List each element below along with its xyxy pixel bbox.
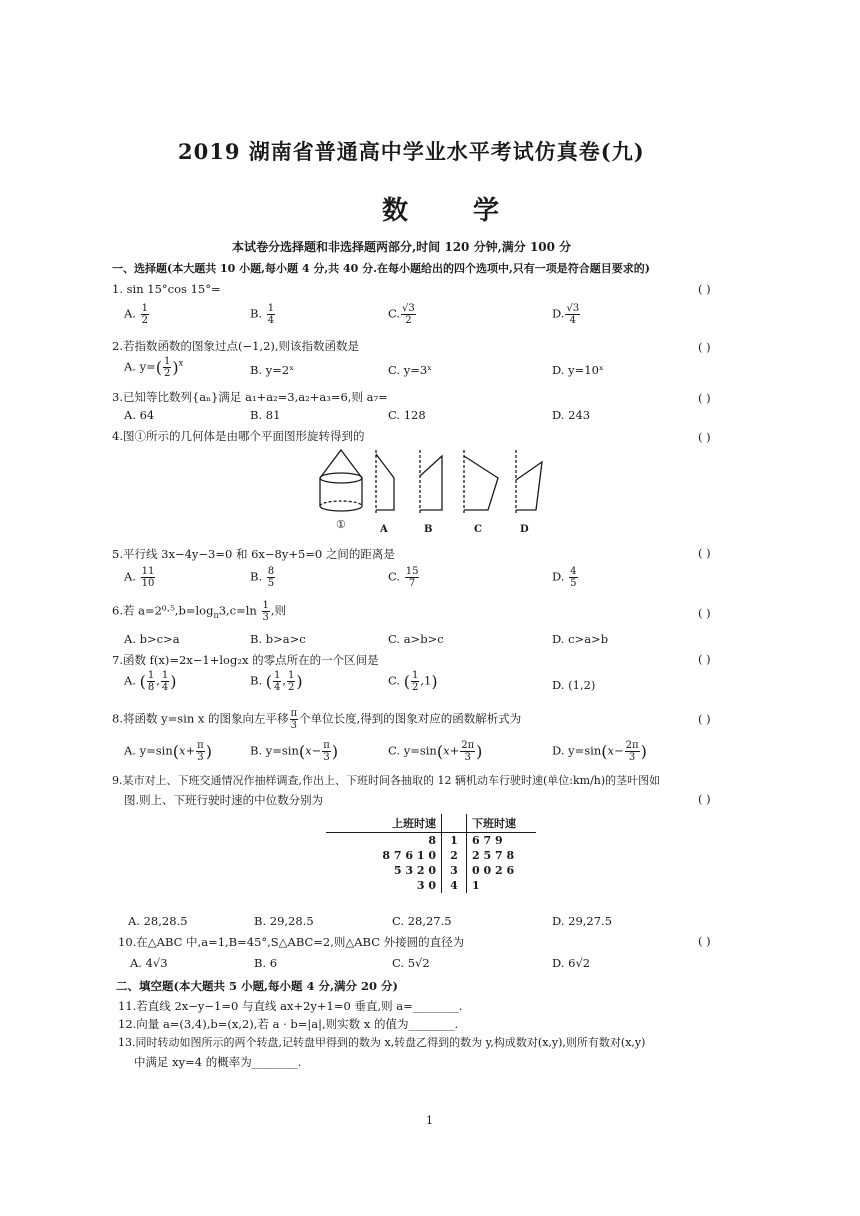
q7-answer-blank: ( ) — [698, 652, 711, 666]
q2-option-d: D. y=10ˣ — [552, 363, 604, 377]
q9-option-b: B. 29,28.5 — [254, 914, 314, 928]
q3-answer-blank: ( ) — [698, 391, 711, 405]
q11-text: 11.若直线 2x−y−1=0 与直线 ax+2y+1=0 垂直,则 a=________. — [118, 999, 463, 1013]
figure-d-shape — [516, 450, 542, 514]
figure-c-label: C — [474, 524, 482, 535]
q6-stem: 6.若 $a=2^0\cdot^5,b=\log_\pi 3,c=\ln$ $\frac{1}{3}$ ,则 — [112, 600, 287, 623]
q5-option-d: D. $\frac{4}{5}$ — [552, 566, 577, 589]
figure-b-label: B — [424, 524, 433, 535]
q5-option-c: C. $\frac{15}{7}$ — [388, 566, 419, 589]
q5-answer-blank: ( ) — [698, 546, 711, 560]
header-left: 上班时速 — [392, 817, 436, 830]
q1-option-d: D. $\frac{√3}{4}$ — [552, 303, 580, 326]
q10-answer-blank: ( ) — [698, 934, 711, 948]
q7-option-b: B. ( $\frac{1}{4}$ , $\frac{1}{2}$ ) — [250, 670, 303, 693]
q9-option-c: C. 28,27.5 — [392, 914, 452, 928]
q8-option-b: B. y=sin(x− $\frac{\pi}{3}$ ) — [250, 740, 339, 763]
q7-option-c: C. ( $\frac{1}{2}$ ,1) — [388, 670, 438, 693]
q10-stem: 10.在△ABC 中,a=1,B=45°,S△ABC=2,则△ABC 外接圆的直径为 — [118, 935, 465, 949]
q9-option-a: A. 28,28.5 — [128, 914, 188, 928]
figure-1-label: ① — [336, 518, 346, 531]
q3-option-c: C. 128 — [388, 408, 426, 422]
q4-stem: 4.图①所示的几何体是由哪个平面图形旋转得到的 — [112, 429, 365, 443]
q12-text: 12.向量 a=(3,4),b=(x,2),若 a · b=|a|,则实数 x 的值为________. — [118, 1017, 459, 1031]
stem-leaf-plot — [326, 814, 536, 893]
figure-d-label: D — [520, 524, 529, 535]
q9-stem-line1: 9.某市对上、下班交通情况作抽样调查,作出上、下班时间各抽取的 12 辆机动车行驶时速(单位:km/h)的茎叶图如 — [112, 774, 661, 787]
plot-row: 5 3 2 0 3 0 0 2 6 — [393, 864, 515, 877]
q2-stem: 2.若指数函数的图象过点(−1,2),则该指数函数是 — [112, 339, 360, 353]
q5-option-a: A. $\frac{11}{10}$ — [124, 566, 155, 589]
q10-option-d: D. 6√2 — [552, 956, 591, 970]
q9-answer-blank: ( ) — [698, 792, 711, 806]
q9-stem-line2: 图.则上、下班行驶时速的中位数分别为 — [124, 793, 324, 807]
plot-row: 3 0 4 1 — [416, 879, 480, 892]
q6-option-d: D. c>a>b — [552, 632, 609, 646]
q3-option-b: B. 81 — [250, 408, 281, 422]
q1-answer-blank: ( ) — [698, 282, 711, 296]
q2-answer-blank: ( ) — [698, 340, 711, 354]
q7-stem: 7.函数 f(x)=2x−1+log₂x 的零点所在的一个区间是 — [112, 653, 379, 667]
plot-row: 8 1 6 7 9 — [428, 834, 503, 847]
q3-stem: 3.已知等比数列{aₙ}满足 a₁+a₂=3,a₂+a₃=6,则 a₇= — [112, 390, 388, 404]
q1-option-a: A. $\frac{1}{2}$ — [124, 303, 148, 326]
q1-option-b: B. $\frac{1}{4}$ — [250, 303, 275, 326]
q9-option-d: D. 29,27.5 — [552, 914, 613, 928]
q7-option-a: A. ( $\frac{1}{8}$ , $\frac{1}{4}$ ) — [124, 670, 177, 693]
figure-c-shape — [464, 450, 498, 514]
figure-b-shape — [420, 450, 442, 514]
q2-option-c: C. y=3ˣ — [388, 363, 433, 377]
section-2-header: 二、填空题(本大题共 5 小题,每小题 4 分,满分 20 分) — [116, 979, 398, 993]
q6-option-a: A. b>c>a — [124, 632, 180, 646]
q2-option-b: B. y=2ˣ — [250, 363, 295, 377]
q6-answer-blank: ( ) — [698, 606, 711, 620]
q5-stem: 5.平行线 3x−4y−3=0 和 6x−8y+5=0 之间的距离是 — [112, 547, 395, 561]
q6-option-b: B. b>a>c — [250, 632, 306, 646]
q13-text-line2: 中满足 xy=4 的概率为________. — [134, 1055, 302, 1069]
q1-option-c: C. $\frac{√3}{2}$ — [388, 303, 415, 326]
q7-option-d: D. (1,2) — [552, 678, 596, 692]
section-1-header: 一、选择题(本大题共 10 小题,每小题 4 分,共 40 分.在每小题给出的四个选项中,只有一项是符合题目要求的) — [112, 262, 650, 275]
q3-option-a: A. 64 — [124, 408, 155, 422]
subject-title: 数 学 — [382, 196, 528, 226]
exam-intro: 本试卷分选择题和非选择题两部分,时间 120 分钟,满分 100 分 — [232, 240, 572, 254]
q1-stem: 1. sin 15°cos 15°= — [112, 282, 221, 296]
figure-1-solid — [320, 450, 362, 511]
q10-option-b: B. 6 — [254, 956, 278, 970]
q2-option-a: A. y=( $\frac{1}{2}$ )$^x$ — [124, 356, 184, 379]
q10-option-a: A. 4√3 — [130, 956, 168, 970]
plot-row: 8 7 6 1 0 2 2 5 7 8 — [382, 849, 515, 862]
header-right: 下班时速 — [472, 817, 516, 830]
q8-option-d: D. y=sin(x− $\frac{2\pi}{3}$ ) — [552, 740, 647, 763]
q10-option-c: C. 5√2 — [392, 956, 430, 970]
q8-option-a: A. y=sin(x+ $\frac{\pi}{3}$ ) — [124, 740, 212, 763]
figure-a-shape — [376, 450, 394, 514]
q4-figures — [312, 448, 552, 518]
q8-option-c: C. y=sin(x+ $\frac{2\pi}{3}$ ) — [388, 740, 483, 763]
q13-text-line1: 13.同时转动如图所示的两个转盘,记转盘甲得到的数为 x,转盘乙得到的数为 y,构成数对(x,y),则所有数对(x,y) — [118, 1036, 646, 1049]
q8-stem: 8.将函数 y=sin x 的图象向左平移 $\frac{\pi}{3}$ 个单位长度,得到的图象对应的函数解析式为 — [112, 708, 522, 731]
q4-answer-blank: ( ) — [698, 430, 711, 444]
exam-title: 2019 湖南省普通高中学业水平考试仿真卷(九) — [178, 139, 645, 164]
q6-option-c: C. a>b>c — [388, 632, 444, 646]
q8-answer-blank: ( ) — [698, 712, 711, 726]
figure-a-label: A — [380, 524, 388, 535]
page-number: 1 — [426, 1114, 433, 1127]
q5-option-b: B. $\frac{8}{5}$ — [250, 566, 275, 589]
q3-option-d: D. 243 — [552, 408, 591, 422]
